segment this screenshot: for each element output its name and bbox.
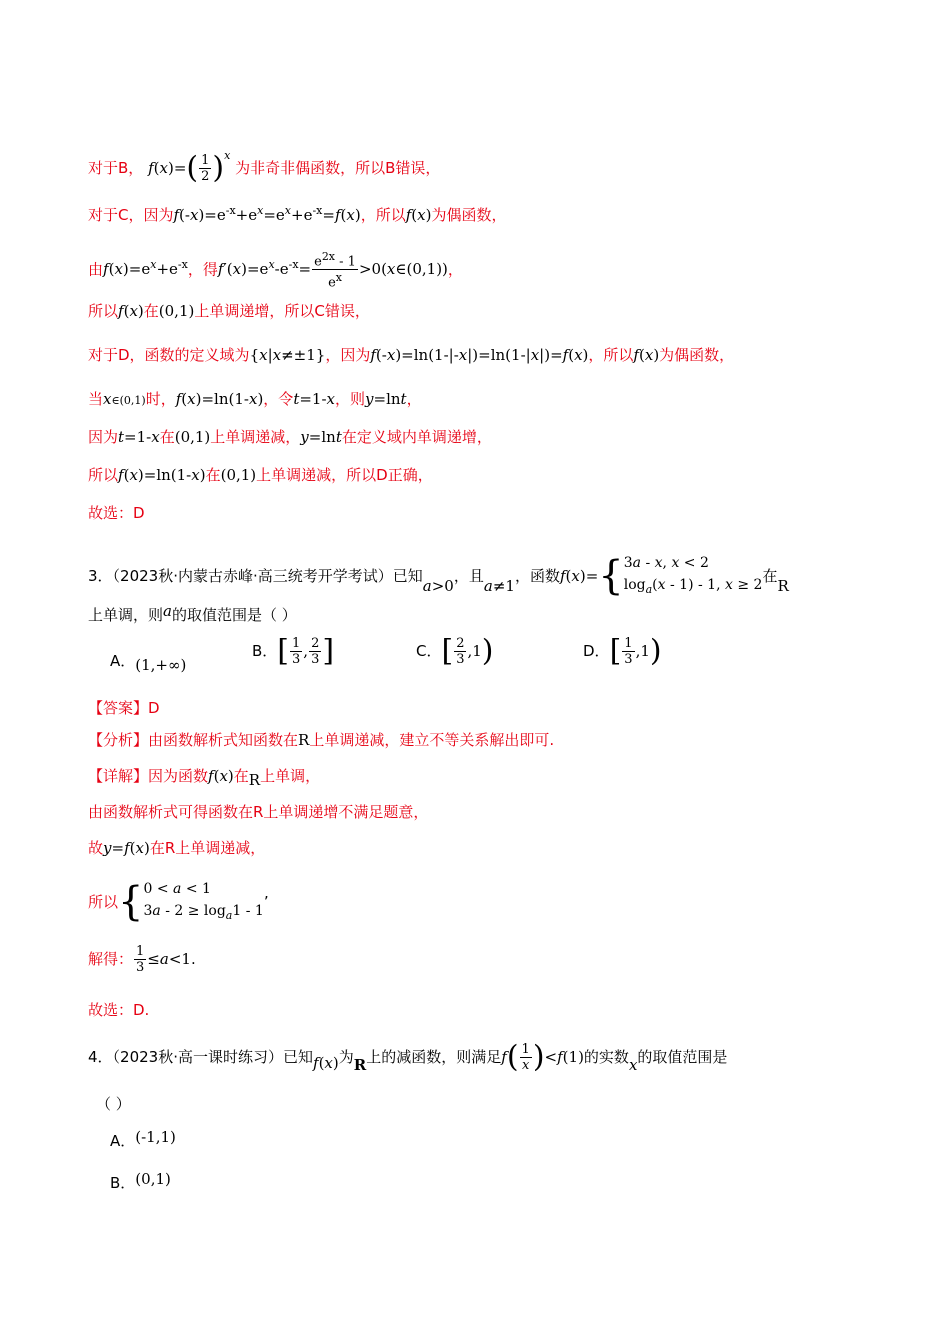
text-span: 为偶函数， [659, 346, 735, 364]
math-formula: y=lnt [300, 428, 342, 446]
math-formula: {x|x≠±1} [249, 346, 326, 364]
text-span: 为 [338, 1048, 354, 1066]
text-span: 对于D，函数的定义域为 [88, 346, 250, 364]
text-span: 上单调递增，所以C错误， [194, 302, 370, 320]
solution-line-substitution [88, 389, 422, 411]
detail-line-2: 由函数解析式可得函数在R上单调递增不满足题意， [88, 803, 429, 821]
math-formula: (0,1) [158, 302, 195, 320]
text-span: 由 [88, 260, 104, 279]
q4-option-a: A．(-1,1) [110, 1128, 176, 1150]
text-span: ，所以 [588, 346, 634, 364]
question-3-stem-cont: 上单调，则a的取值范围是（ ） [88, 602, 297, 624]
question-4-stem: 4．（2023秋·高一课时练习）已知f(x)为R上的减函数，则满足f( $\frac{1}{x}$ )<f(1)的实数x的取值范围是 [88, 1039, 728, 1075]
text-span: 的取值范围是 [637, 1048, 728, 1066]
text-span: ，所以 [360, 206, 406, 224]
text-span: ，则 [335, 390, 366, 408]
option-label: D． [583, 642, 610, 660]
detail-line-system: 所以 { 0 < a < 1 $3a - 2 \ge \log_a1 - 1$ ’ [88, 879, 269, 926]
math-formula: $f(-x)=e^{-x}+e^x=e^x+e^{-x}=f(x)$ [173, 204, 361, 224]
inequality-system: { 0 < a < 1 $3a - 2 \ge \log_a1 - 1$ [118, 879, 264, 926]
solution-line-c-conclusion [88, 301, 370, 321]
solution-line-derivative [88, 249, 463, 291]
text-span: 解得： [88, 950, 134, 968]
text-span: 时， [145, 390, 176, 408]
math-formula: x∈(0,1) [103, 390, 146, 408]
option-label: C． [416, 642, 442, 660]
text-span: 所以 [88, 466, 119, 484]
detail-line-3 [88, 838, 265, 858]
text-span: 在 [233, 767, 249, 785]
text-span: 上单调递减，建立不等关系解出即可. [309, 731, 555, 749]
text-span: 的取值范围是（ ） [171, 606, 297, 624]
math-formula: t=1-x [293, 390, 335, 408]
math-formula: f [148, 159, 154, 177]
text-span: 【详解】因为函数 [88, 767, 209, 785]
analysis-line: 【分析】由函数解析式知函数在R上单调递减，建立不等关系解出即可. [88, 731, 555, 749]
text-span: 在 [762, 566, 778, 585]
math-formula: f(x) [118, 302, 144, 320]
text-span: ，且 [453, 566, 484, 585]
detail-line: 【详解】因为函数f(x)在R上单调， [88, 767, 321, 789]
text-span: 故 [88, 839, 104, 857]
math-formula: $\frac{1}{3}$ ≤a<1 [136, 944, 191, 975]
math-formula: t=1-x [118, 428, 160, 446]
text-span: ，因为 [325, 346, 371, 364]
math-formula: (0,1) [174, 428, 211, 446]
solution-line-d [88, 345, 734, 365]
text-span: 上的减函数，则满足 [366, 1048, 502, 1066]
math-formula: f(x) [313, 1054, 339, 1072]
text-span: 4．（2023秋·高一课时练习）已知 [88, 1048, 313, 1066]
math-formula: f(x) [405, 206, 432, 224]
option-a: A．(1,+∞) [110, 652, 187, 674]
math-formula: a>0 [422, 576, 454, 595]
q4-option-b: B．(0,1) [110, 1170, 171, 1192]
option-d: D．[ $\frac{1}{3}$ ,1) [583, 633, 662, 669]
text-span: ，函数 [514, 566, 560, 585]
question-3-stem: 3．（2023秋·内蒙古赤峰·高三统考开学考试）已知a>0，且a≠1，函数f(x)= { 3a - x, x < 2 $\log_a(x - 1) - 1$, x ≥ 2 在R [88, 553, 789, 600]
option-label: A． [110, 652, 136, 670]
text-span: 当 [88, 390, 104, 408]
text-span: 为非奇非偶函数，所以B错误， [235, 159, 441, 177]
solution-line-b: 对于B， f(x)=( $\frac{1}{2}$ )$^x$ 为非奇非偶函数，所以B错误， [88, 149, 441, 186]
question-4-blank: （ ） [96, 1095, 131, 1113]
text-span: 在 [159, 428, 175, 446]
option-label: B． [110, 1174, 136, 1192]
text-span: . [190, 950, 196, 968]
text-span: 对于C，因为 [88, 206, 174, 224]
option-label: B． [252, 642, 278, 660]
text-span: 为偶函数， [431, 206, 507, 224]
text-span: 上单调递减，所以D正确， [256, 466, 433, 484]
text-span: 在 [143, 302, 159, 320]
text-span: ，得 [187, 260, 218, 279]
math-formula: y=f(x) [103, 839, 150, 857]
text-span: 因为 [88, 428, 119, 446]
math-formula: (0,1) [220, 466, 257, 484]
answer-label: 【答案】D [88, 699, 160, 717]
math-formula: y=lnt [365, 390, 407, 408]
solution-line-monotonic [88, 427, 492, 447]
math-formula: $f'(x)=e^x-e^{-x}=$ $\frac{e^{2x} - 1}{e^x}$ >0(x∈(0,1)) [217, 250, 448, 291]
text-span: ， [406, 390, 422, 408]
answer-choice-line-3: 故选：D. [88, 1001, 150, 1019]
text-span: ， [447, 260, 463, 279]
option-b: B．[ $\frac{1}{3}$ , $\frac{2}{3}$ ] [252, 633, 335, 669]
option-label: A． [110, 1132, 136, 1150]
text-span: 上单调递减， [210, 428, 301, 446]
math-formula: $f(x)=e^x+e^{-x}$ [103, 258, 188, 279]
piecewise-function: { 3a - x, x < 2 $\log_a(x - 1) - 1$, x ≥ 2 [598, 553, 763, 600]
text-span: 3．（2023秋·内蒙古赤峰·高三统考开学考试）已知 [88, 566, 423, 585]
text-span: ，令 [263, 390, 294, 408]
detail-line-solution [88, 944, 196, 975]
math-formula: f(x) [208, 767, 234, 785]
text-span: 上单调， [260, 767, 321, 785]
option-c: C．[ $\frac{2}{3}$ ,1) [416, 633, 494, 669]
text-span: 在 [205, 466, 221, 484]
answer-choice-line: 故选：D [88, 504, 145, 522]
math-formula: f(x)=ln(1-x) [118, 466, 206, 484]
text-span: 对于B， [88, 159, 144, 177]
text-span: 【分析】由函数解析式知函数在 [88, 731, 299, 749]
text-span: 在定义域内单调递增， [341, 428, 492, 446]
solution-line-c [88, 201, 507, 225]
math-formula: f(-x)=ln(1-|-x|)=ln(1-|x|)=f(x) [370, 346, 589, 364]
text-span: 在R上单调递减， [149, 839, 266, 857]
text-span: 上单调，则 [88, 606, 164, 624]
math-formula: a≠1 [483, 576, 515, 595]
math-formula: f(x)=ln(1-x) [175, 390, 264, 408]
solution-line-d-conclusion [88, 465, 433, 485]
math-formula: f(x) [633, 346, 660, 364]
text-span: 的实数 [583, 1048, 629, 1066]
text-span: 所以 [88, 302, 119, 320]
text-span: 所以 [88, 892, 119, 911]
